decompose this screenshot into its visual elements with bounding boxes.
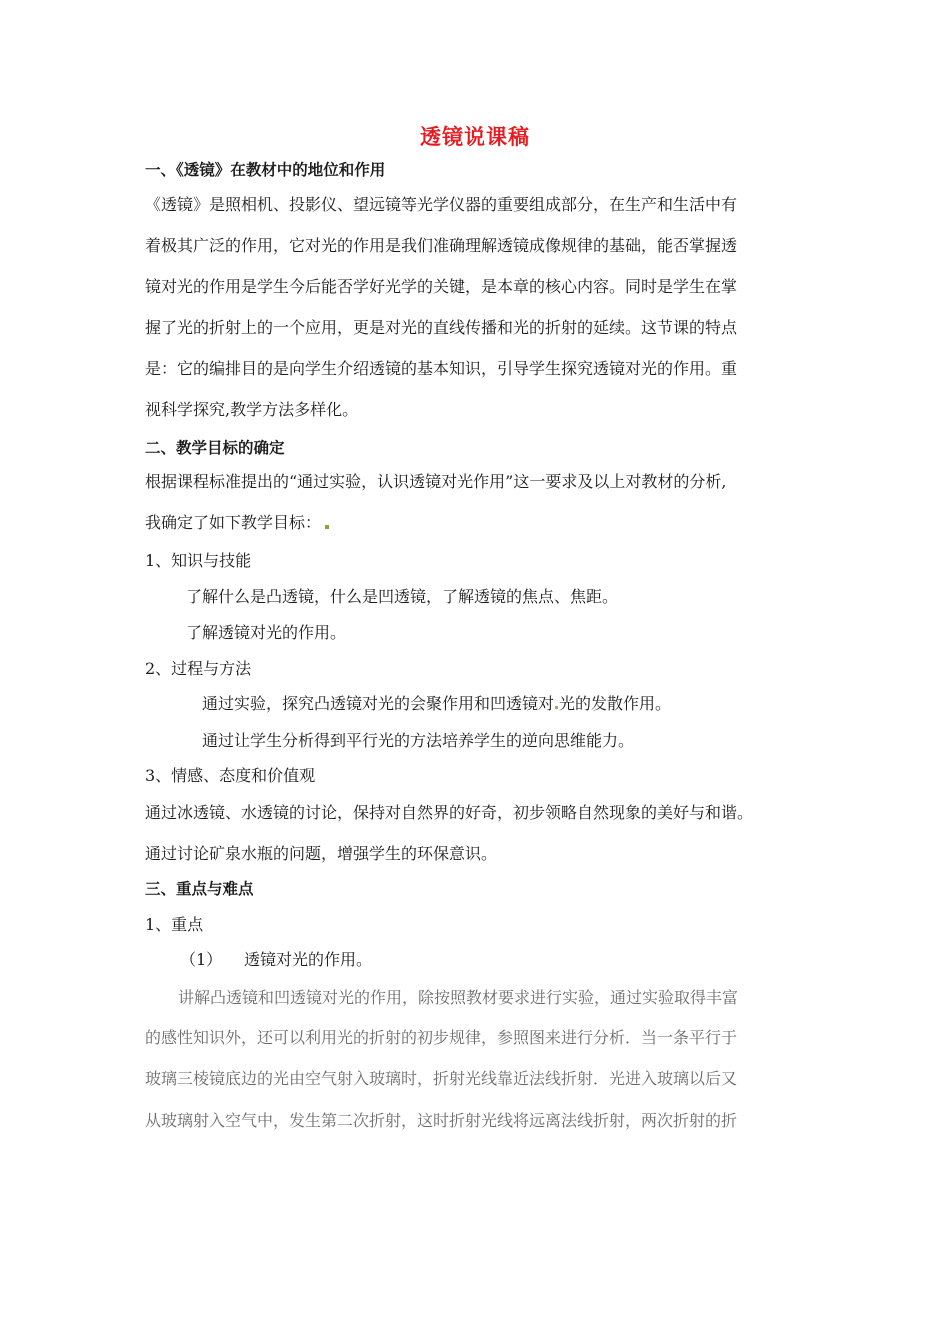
s1-line-6: 视科学探究,教学方法多样化。 — [145, 400, 359, 419]
goal-2-item-1a: 通过实验，探究凸透镜对光的会聚作用和凹透镜对 — [202, 694, 555, 713]
s3-item-number: （1） — [180, 950, 223, 969]
goal-2-label: 2、过程与方法 — [145, 659, 252, 678]
s1-line-2: 着极其广泛的作用，它对光的作用是我们准确理解透镜成像规律的基础，能否掌握透 — [145, 236, 738, 255]
s3-para-line-3: 玻璃三棱镜底边的光由空气射入玻璃时，折射光线靠近法线折射．光进入玻璃以后又 — [145, 1069, 738, 1088]
s3-para-line-2: 的感性知识外，还可以利用光的折射的初步规律，参照图来进行分析．当一条平行于 — [145, 1028, 738, 1047]
document-title: 透镜说课稿 — [420, 125, 530, 149]
ink-dot-mark — [555, 706, 558, 709]
s1-line-4: 握了光的折射上的一个应用，更是对光的直线传播和光的折射的延续。这节课的特点 — [145, 318, 738, 337]
section-1-heading: 一、《透镜》在教材中的地位和作用 — [145, 161, 386, 179]
section-2-heading: 二、教学目标的确定 — [145, 439, 285, 457]
s1-line-1: 《透镜》是照相机、投影仪、望远镜等光学仪器的重要组成部分，在生产和生活中有 — [145, 195, 738, 214]
goal-3-item-1: 通过冰透镜、水透镜的讨论，保持对自然界的好奇，初步领略自然现象的美好与和谐。 — [145, 803, 754, 822]
s2-intro-2-row — [145, 513, 329, 533]
goal-2-item-2: 通过让学生分析得到平行光的方法培养学生的逆向思维能力。 — [202, 731, 635, 750]
goal-1-item-1: 了解什么是凸透镜，什么是凹透镜，了解透镜的焦点、焦距。 — [186, 587, 619, 606]
s3-para-line-4: 从玻璃射入空气中，发生第二次折射，这时折射光线将远离法线折射，两次折射的折 — [145, 1111, 738, 1130]
s1-line-3: 镜对光的作用是学生今后能否学好光学的关键，是本章的核心内容。同时是学生在掌 — [145, 277, 738, 296]
s3-para-line-1: 讲解凸透镜和凹透镜对光的作用，除按照教材要求进行实验，通过实验取得丰富 — [178, 988, 739, 1007]
goal-3-label: 3、情感、态度和价值观 — [145, 766, 316, 785]
s2-intro-1: 根据课程标准提出的“通过实验，认识透镜对光作用”这一要求及以上对教材的分析, — [145, 472, 727, 491]
goal-1-label: 1、知识与技能 — [145, 551, 252, 570]
s3-sub-label: 1、重点 — [145, 915, 204, 934]
goal-2-item-1-row — [202, 694, 671, 714]
section-3-heading: 三、重点与难点 — [145, 880, 254, 898]
s3-item-text: 透镜对光的作用。 — [244, 950, 373, 969]
goal-3-item-2: 通过讨论矿泉水瓶的问题，增强学生的环保意识。 — [145, 844, 498, 863]
goal-1-item-2: 了解透镜对光的作用。 — [186, 623, 347, 642]
s1-line-5: 是：它的编排目的是向学生介绍透镜的基本知识，引导学生探究透镜对光的作用。重 — [145, 359, 738, 378]
ink-dot-mark — [325, 525, 329, 529]
s2-intro-2: 我确定了如下教学目标： — [145, 513, 322, 532]
goal-2-item-1b: 光的发散作用。 — [559, 694, 672, 713]
